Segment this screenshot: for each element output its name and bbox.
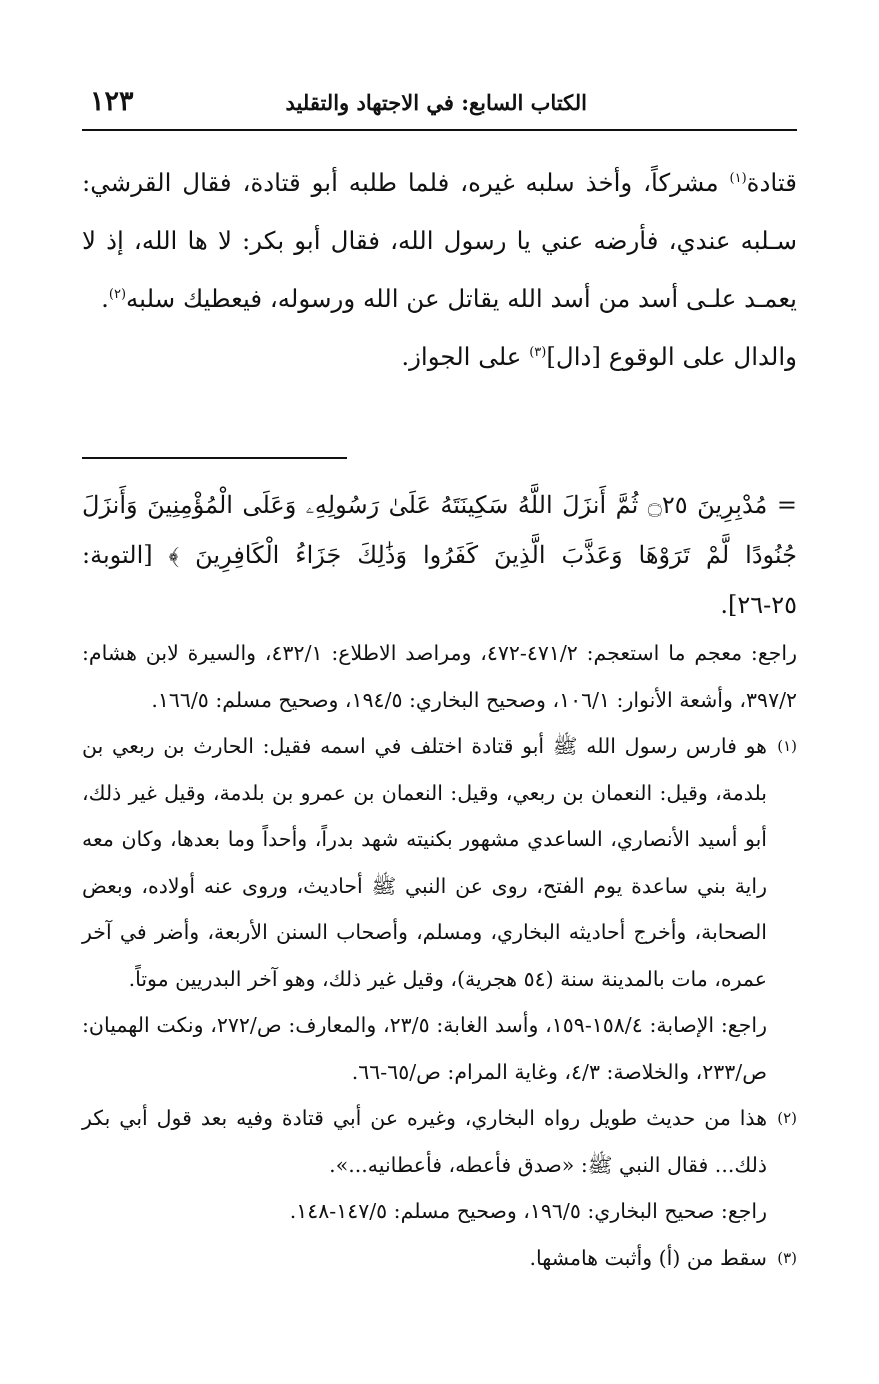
footnote-text: هو فارس رسول الله ﷺ أبو قتادة اختلف في اسمه فقيل: الحارث بن ربعي بن بلدمة، وقيل: النعمان بن ربعي، وقيل: النعمان بن عمرو بن بلدمة، وقيل غير ذلك، أبو أسيد الأنصاري، الساعدي مشهور بكنيته شهد بدراً، وأحداً وما بعدها، وكان معه راية بني ساعدة يوم الفتح، روى عن النبي ﷺ أحاديث، وروى عنه أولاده، وبعض الصحابة، وأخرج أحاديثه البخاري، ومسلم، وأصحاب السنن الأربعة، وأضر في آخر عمره، مات بالمدينة سنة (٥٤ هجرية)، وقيل غير ذلك، وهو آخر البدريين موتاً. [82, 734, 767, 991]
book-page [82, 84, 797, 1281]
header-divider [82, 129, 797, 131]
footnote-2 [82, 1095, 797, 1235]
body-text-run: . [101, 284, 109, 313]
footnote-reference: راجع: معجم ما استعجم: ٤٧١/٢-٤٧٢، ومراصد الاطلاع: ٤٣٢/١، والسيرة لابن هشام: ٣٩٧/٢، وأشعة الأنوار: ١٠٦/١، وصحيح البخاري: ١٩٤/٥، وصحيح مسلم: ١٦٦/٥. [82, 641, 798, 712]
footnote-body [82, 723, 767, 1095]
body-text-run: قتادة [746, 168, 797, 197]
footnote-quran-verse: = مُدْبِرِينَ ۝٢٥ ثُمَّ أَنزَلَ اللَّهُ سَكِينَتَهُ عَلَىٰ رَسُولِهِۦ وَعَلَى الْمُؤْمِنِينَ وَأَنزَلَ جُنُودًا لَّمْ تَرَوْهَا وَعَذَّبَ الَّذِينَ كَفَرُوا وَذَٰلِكَ جَزَاءُ الْكَافِرِينَ ﴾ [التوبة: ٢٥-٢٦]. [82, 491, 797, 619]
running-header-title: الكتاب السابع: في الاجتهاد والتقليد [285, 90, 587, 115]
footnote-number: (٢) [777, 1109, 797, 1127]
footnote-ref[interactable]: (١) [729, 170, 747, 186]
footnotes [82, 480, 797, 1281]
footnote-divider [82, 457, 347, 459]
footnote-3 [82, 1235, 797, 1282]
footnote-number: (٣) [777, 1248, 797, 1267]
footnote-body [82, 1235, 767, 1282]
footnote-ref[interactable]: (٢) [108, 286, 127, 302]
footnote-body [82, 1095, 767, 1235]
body-paragraph [82, 154, 797, 328]
body-text-run: والدال على الوقوع [دال] [546, 342, 797, 371]
footnote-ref[interactable]: (٣) [529, 344, 547, 360]
footnote-text: سقط من (أ) وأثبت هامشها. [529, 1245, 767, 1270]
footnote-number: (١) [777, 737, 797, 755]
body-paragraph [82, 328, 797, 386]
main-text [82, 154, 797, 386]
body-text-run: على الجواز. [401, 342, 530, 371]
footnote-text: هذا من حديث طويل رواه البخاري، وغيره عن أبي قتادة وفيه بعد قول أبي بكر ذلك... فقال النبي ﷺ: «صدق فأعطه، فأعطانيه...». [82, 1106, 767, 1177]
running-header [82, 84, 797, 128]
footnote-reference: راجع: الإصابة: ١٥٨/٤-١٥٩، وأسد الغابة: ٢٣/٥، والمعارف: ص/٢٧٢، ونكت الهميان: ص/٢٣٣، والخلاصة: ٤/٣، وغاية المرام: ص/٦٥-٦٦. [82, 1013, 767, 1084]
footnote-1 [82, 723, 797, 1095]
footnote-reference: راجع: صحيح البخاري: ١٩٦/٥، وصحيح مسلم: ١٤٧/٥-١٤٨. [289, 1199, 767, 1223]
page-number: ١٢٣ [90, 86, 134, 117]
body-text-run: مشركاً، وأخذ سلبه غيره، فلما طلبه أبو قتادة، فقال القرشي: سـلبه عندي، فأرضه عني يا رسول الله، فقال أبو بكر: لا ها الله، إذ لا يعمـد علـى أسد من أسد الله يقاتل عن الله ورسوله، فيعطيك سلبه [82, 168, 797, 313]
